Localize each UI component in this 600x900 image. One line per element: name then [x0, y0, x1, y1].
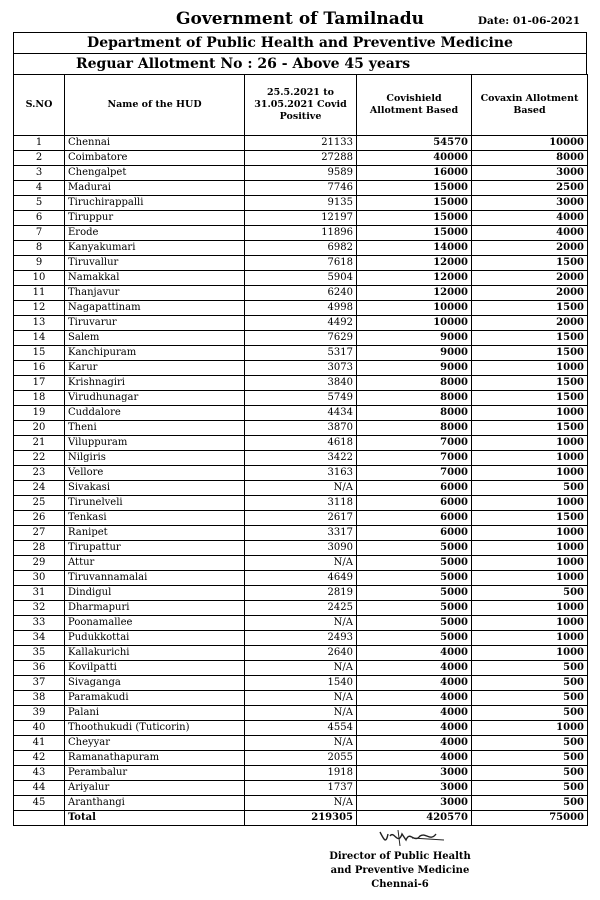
row-hud-name: Perambalur	[65, 766, 245, 781]
row-covaxin: 1500	[472, 376, 588, 391]
total-label: Total	[65, 811, 245, 826]
row-covaxin: 4000	[472, 211, 588, 226]
row-hud-name: Karur	[65, 361, 245, 376]
row-hud-name: Attur	[65, 556, 245, 571]
table-row	[14, 301, 588, 316]
row-hud-name: Coimbatore	[65, 151, 245, 166]
row-covishield: 9000	[357, 361, 472, 376]
row-hud-name: Kallakurichi	[65, 646, 245, 661]
row-hud-name: Chengalpet	[65, 166, 245, 181]
table-row	[14, 466, 588, 481]
row-covishield: 7000	[357, 451, 472, 466]
row-covishield: 3000	[357, 766, 472, 781]
row-hud-name: Thanjavur	[65, 286, 245, 301]
row-covid-positive: 7746	[245, 181, 357, 196]
table-row	[14, 226, 588, 241]
row-covaxin: 500	[472, 766, 588, 781]
row-sno: 33	[14, 616, 65, 631]
row-covishield: 5000	[357, 556, 472, 571]
row-covid-positive: 3163	[245, 466, 357, 481]
row-sno: 11	[14, 286, 65, 301]
row-hud-name: Kanchipuram	[65, 346, 245, 361]
row-hud-name: Tenkasi	[65, 511, 245, 526]
row-covid-positive: 2055	[245, 751, 357, 766]
row-sno: 21	[14, 436, 65, 451]
row-covishield: 9000	[357, 331, 472, 346]
row-covaxin: 1000	[472, 631, 588, 646]
row-covishield: 10000	[357, 301, 472, 316]
row-hud-name: Kovilpatti	[65, 661, 245, 676]
allotment-table	[13, 74, 588, 826]
row-sno: 12	[14, 301, 65, 316]
table-row	[14, 736, 588, 751]
row-sno: 43	[14, 766, 65, 781]
row-sno: 28	[14, 541, 65, 556]
row-covishield: 40000	[357, 151, 472, 166]
row-sno: 38	[14, 691, 65, 706]
director-signature	[350, 826, 490, 850]
row-sno: 2	[14, 151, 65, 166]
row-covid-positive: N/A	[245, 481, 357, 496]
row-covaxin: 1500	[472, 511, 588, 526]
row-covishield: 4000	[357, 646, 472, 661]
row-covishield: 5000	[357, 631, 472, 646]
allotment-heading: Reguar Allotment No : 26 - Above 45 years	[13, 53, 587, 74]
row-covishield: 5000	[357, 541, 472, 556]
row-sno: 39	[14, 706, 65, 721]
row-sno: 16	[14, 361, 65, 376]
row-covid-positive: N/A	[245, 796, 357, 811]
row-hud-name: Paramakudi	[65, 691, 245, 706]
row-sno: 8	[14, 241, 65, 256]
table-header-row	[14, 75, 588, 136]
row-sno: 31	[14, 586, 65, 601]
row-hud-name: Tiruvarur	[65, 316, 245, 331]
table-row	[14, 631, 588, 646]
row-covaxin: 1000	[472, 526, 588, 541]
row-covaxin: 1000	[472, 556, 588, 571]
row-sno: 25	[14, 496, 65, 511]
row-covishield: 16000	[357, 166, 472, 181]
row-hud-name: Dharmapuri	[65, 601, 245, 616]
row-covaxin: 3000	[472, 166, 588, 181]
row-covishield: 5000	[357, 586, 472, 601]
row-sno: 30	[14, 571, 65, 586]
row-sno: 13	[14, 316, 65, 331]
row-covishield: 54570	[357, 136, 472, 151]
row-sno: 42	[14, 751, 65, 766]
row-covaxin: 1000	[472, 646, 588, 661]
row-covishield: 4000	[357, 661, 472, 676]
row-covaxin: 10000	[472, 136, 588, 151]
row-sno: 17	[14, 376, 65, 391]
row-sno: 24	[14, 481, 65, 496]
row-covid-positive: N/A	[245, 556, 357, 571]
table-row	[14, 676, 588, 691]
table-row	[14, 511, 588, 526]
row-covaxin: 500	[472, 751, 588, 766]
row-covaxin: 2000	[472, 286, 588, 301]
row-covishield: 6000	[357, 496, 472, 511]
row-hud-name: Salem	[65, 331, 245, 346]
table-row	[14, 136, 588, 151]
row-covaxin: 1000	[472, 436, 588, 451]
row-sno: 41	[14, 736, 65, 751]
total-covid-positive: 219305	[245, 811, 357, 826]
column-header-covishield: Covishield Allotment Based	[357, 75, 472, 136]
column-header-sno: S.NO	[14, 75, 65, 136]
row-covaxin: 1500	[472, 331, 588, 346]
table-row	[14, 496, 588, 511]
row-hud-name: Vellore	[65, 466, 245, 481]
row-covaxin: 500	[472, 676, 588, 691]
row-covaxin: 1000	[472, 616, 588, 631]
row-covid-positive: 6982	[245, 241, 357, 256]
row-covid-positive: 3118	[245, 496, 357, 511]
row-hud-name: Tirupattur	[65, 541, 245, 556]
row-hud-name: Aranthangi	[65, 796, 245, 811]
row-hud-name: Palani	[65, 706, 245, 721]
row-covid-positive: 1540	[245, 676, 357, 691]
row-sno: 7	[14, 226, 65, 241]
row-sno: 32	[14, 601, 65, 616]
allotment-frame	[13, 32, 587, 826]
row-hud-name: Tiruvallur	[65, 256, 245, 271]
row-sno: 34	[14, 631, 65, 646]
row-sno: 40	[14, 721, 65, 736]
row-covaxin: 500	[472, 736, 588, 751]
row-covaxin: 500	[472, 781, 588, 796]
row-covid-positive: 4554	[245, 721, 357, 736]
row-hud-name: Krishnagiri	[65, 376, 245, 391]
row-covishield: 6000	[357, 526, 472, 541]
row-covid-positive: 4434	[245, 406, 357, 421]
row-hud-name: Ariyalur	[65, 781, 245, 796]
table-row	[14, 271, 588, 286]
table-row	[14, 361, 588, 376]
table-row	[14, 556, 588, 571]
row-covid-positive: 7629	[245, 331, 357, 346]
row-sno: 26	[14, 511, 65, 526]
row-sno: 19	[14, 406, 65, 421]
table-row	[14, 406, 588, 421]
row-hud-name: Tirunelveli	[65, 496, 245, 511]
row-covid-positive: 3840	[245, 376, 357, 391]
table-row	[14, 541, 588, 556]
row-sno: 29	[14, 556, 65, 571]
row-covaxin: 500	[472, 661, 588, 676]
row-covishield: 8000	[357, 376, 472, 391]
row-sno: 5	[14, 196, 65, 211]
table-row	[14, 376, 588, 391]
row-hud-name: Pudukkottai	[65, 631, 245, 646]
row-covaxin: 1500	[472, 346, 588, 361]
row-covishield: 4000	[357, 706, 472, 721]
table-row	[14, 241, 588, 256]
row-covaxin: 1000	[472, 541, 588, 556]
row-covid-positive: 7618	[245, 256, 357, 271]
row-covid-positive: 3870	[245, 421, 357, 436]
signatory-line-1: Director of Public Health	[329, 851, 471, 862]
row-covaxin: 500	[472, 586, 588, 601]
row-covid-positive: 2819	[245, 586, 357, 601]
row-hud-name: Madurai	[65, 181, 245, 196]
table-row	[14, 781, 588, 796]
row-covishield: 6000	[357, 511, 472, 526]
row-covaxin: 500	[472, 691, 588, 706]
row-covid-positive: 9589	[245, 166, 357, 181]
row-covishield: 5000	[357, 616, 472, 631]
row-covid-positive: 4618	[245, 436, 357, 451]
row-hud-name: Ramanathapuram	[65, 751, 245, 766]
row-covishield: 8000	[357, 391, 472, 406]
total-row	[14, 811, 588, 826]
table-row	[14, 481, 588, 496]
table-row	[14, 691, 588, 706]
row-covid-positive: 1737	[245, 781, 357, 796]
row-covishield: 4000	[357, 676, 472, 691]
row-covid-positive: 27288	[245, 151, 357, 166]
row-covaxin: 500	[472, 796, 588, 811]
row-covid-positive: 21133	[245, 136, 357, 151]
row-hud-name: Erode	[65, 226, 245, 241]
row-covishield: 5000	[357, 571, 472, 586]
row-covishield: 7000	[357, 466, 472, 481]
row-covaxin: 4000	[472, 226, 588, 241]
row-covid-positive: 1918	[245, 766, 357, 781]
row-sno: 4	[14, 181, 65, 196]
row-covid-positive: 3073	[245, 361, 357, 376]
row-covishield: 10000	[357, 316, 472, 331]
table-row	[14, 346, 588, 361]
row-covishield: 12000	[357, 286, 472, 301]
row-covishield: 12000	[357, 256, 472, 271]
table-row	[14, 211, 588, 226]
row-covishield: 6000	[357, 481, 472, 496]
row-covaxin: 500	[472, 481, 588, 496]
table-row	[14, 661, 588, 676]
row-hud-name: Tiruchirappalli	[65, 196, 245, 211]
row-hud-name: Ranipet	[65, 526, 245, 541]
signatory-line-2: and Preventive Medicine	[330, 865, 470, 876]
row-covaxin: 2000	[472, 316, 588, 331]
row-sno: 3	[14, 166, 65, 181]
row-covid-positive: N/A	[245, 691, 357, 706]
row-covid-positive: 3090	[245, 541, 357, 556]
row-sno: 10	[14, 271, 65, 286]
row-covid-positive: 9135	[245, 196, 357, 211]
column-header-covid-positive: 25.5.2021 to 31.05.2021 Covid Positive	[245, 75, 357, 136]
row-hud-name: Viluppuram	[65, 436, 245, 451]
row-hud-name: Virudhunagar	[65, 391, 245, 406]
table-row	[14, 571, 588, 586]
table-row	[14, 751, 588, 766]
table-row	[14, 451, 588, 466]
row-sno: 27	[14, 526, 65, 541]
row-covaxin: 1500	[472, 256, 588, 271]
row-covid-positive: 2493	[245, 631, 357, 646]
table-row	[14, 721, 588, 736]
row-sno: 45	[14, 796, 65, 811]
row-sno: 36	[14, 661, 65, 676]
table-row	[14, 796, 588, 811]
page-title: Government of Tamilnadu	[176, 9, 424, 29]
table-row	[14, 181, 588, 196]
row-hud-name: Kanyakumari	[65, 241, 245, 256]
row-covishield: 7000	[357, 436, 472, 451]
table-row	[14, 331, 588, 346]
row-covid-positive: 6240	[245, 286, 357, 301]
row-covid-positive: 4649	[245, 571, 357, 586]
table-row	[14, 256, 588, 271]
signatory-line-3: Chennai-6	[371, 879, 429, 890]
row-sno: 15	[14, 346, 65, 361]
row-covaxin: 1000	[472, 571, 588, 586]
row-covishield: 4000	[357, 691, 472, 706]
row-covaxin: 1000	[472, 361, 588, 376]
row-covaxin: 1000	[472, 496, 588, 511]
row-covid-positive: 4492	[245, 316, 357, 331]
table-row	[14, 391, 588, 406]
row-covishield: 3000	[357, 796, 472, 811]
row-covid-positive: 5317	[245, 346, 357, 361]
row-covishield: 3000	[357, 781, 472, 796]
total-covaxin: 75000	[472, 811, 588, 826]
row-covaxin: 1000	[472, 721, 588, 736]
row-covid-positive: 11896	[245, 226, 357, 241]
row-sno: 23	[14, 466, 65, 481]
row-covishield: 9000	[357, 346, 472, 361]
row-covaxin: 2000	[472, 241, 588, 256]
row-sno: 37	[14, 676, 65, 691]
row-sno: 20	[14, 421, 65, 436]
row-hud-name: Theni	[65, 421, 245, 436]
row-covishield: 8000	[357, 421, 472, 436]
table-row	[14, 601, 588, 616]
row-hud-name: Cheyyar	[65, 736, 245, 751]
row-covaxin: 1000	[472, 406, 588, 421]
row-covishield: 4000	[357, 736, 472, 751]
row-covid-positive: 3317	[245, 526, 357, 541]
row-covishield: 8000	[357, 406, 472, 421]
row-covishield: 15000	[357, 181, 472, 196]
row-hud-name: Tiruppur	[65, 211, 245, 226]
total-covishield: 420570	[357, 811, 472, 826]
row-covaxin: 1500	[472, 421, 588, 436]
signatory-block	[310, 850, 490, 892]
table-row	[14, 286, 588, 301]
row-covishield: 4000	[357, 751, 472, 766]
row-hud-name: Namakkal	[65, 271, 245, 286]
column-header-hud: Name of the HUD	[65, 75, 245, 136]
table-row	[14, 586, 588, 601]
row-covid-positive: 12197	[245, 211, 357, 226]
row-covid-positive: 4998	[245, 301, 357, 316]
table-row	[14, 706, 588, 721]
table-row	[14, 616, 588, 631]
row-hud-name: Poonamallee	[65, 616, 245, 631]
table-row	[14, 166, 588, 181]
row-covishield: 15000	[357, 211, 472, 226]
table-row	[14, 766, 588, 781]
row-covishield: 12000	[357, 271, 472, 286]
row-covaxin: 1500	[472, 391, 588, 406]
row-covid-positive: 2425	[245, 601, 357, 616]
row-covishield: 15000	[357, 226, 472, 241]
row-covaxin: 1000	[472, 451, 588, 466]
row-hud-name: Sivaganga	[65, 676, 245, 691]
row-covaxin: 2000	[472, 271, 588, 286]
row-covishield: 15000	[357, 196, 472, 211]
row-sno: 1	[14, 136, 65, 151]
row-covid-positive: 2617	[245, 511, 357, 526]
total-sno	[14, 811, 65, 826]
row-covaxin: 500	[472, 706, 588, 721]
row-covid-positive: 5749	[245, 391, 357, 406]
table-row	[14, 196, 588, 211]
row-covaxin: 1500	[472, 301, 588, 316]
row-covaxin: 2500	[472, 181, 588, 196]
table-row	[14, 151, 588, 166]
row-covaxin: 8000	[472, 151, 588, 166]
table-row	[14, 316, 588, 331]
table-row	[14, 421, 588, 436]
table-row	[14, 646, 588, 661]
row-sno: 18	[14, 391, 65, 406]
row-hud-name: Sivakasi	[65, 481, 245, 496]
row-sno: 35	[14, 646, 65, 661]
row-hud-name: Nilgiris	[65, 451, 245, 466]
row-sno: 14	[14, 331, 65, 346]
row-covaxin: 1000	[472, 466, 588, 481]
row-sno: 44	[14, 781, 65, 796]
row-covid-positive: N/A	[245, 661, 357, 676]
row-hud-name: Chennai	[65, 136, 245, 151]
row-covid-positive: 2640	[245, 646, 357, 661]
row-hud-name: Thoothukudi (Tuticorin)	[65, 721, 245, 736]
row-sno: 22	[14, 451, 65, 466]
column-header-covaxin: Covaxin Allotment Based	[472, 75, 588, 136]
department-heading: Department of Public Health and Preventive Medicine	[13, 32, 587, 53]
row-covid-positive: N/A	[245, 706, 357, 721]
row-sno: 6	[14, 211, 65, 226]
row-hud-name: Dindigul	[65, 586, 245, 601]
row-hud-name: Cuddalore	[65, 406, 245, 421]
row-covaxin: 3000	[472, 196, 588, 211]
row-hud-name: Nagapattinam	[65, 301, 245, 316]
row-covid-positive: N/A	[245, 736, 357, 751]
row-covid-positive: 3422	[245, 451, 357, 466]
row-hud-name: Tiruvannamalai	[65, 571, 245, 586]
row-covishield: 5000	[357, 601, 472, 616]
document-date: Date: 01-06-2021	[477, 15, 580, 27]
row-covid-positive: 5904	[245, 271, 357, 286]
row-covishield: 4000	[357, 721, 472, 736]
row-sno: 9	[14, 256, 65, 271]
table-row	[14, 526, 588, 541]
row-covaxin: 1000	[472, 601, 588, 616]
row-covid-positive: N/A	[245, 616, 357, 631]
table-row	[14, 436, 588, 451]
row-covishield: 14000	[357, 241, 472, 256]
